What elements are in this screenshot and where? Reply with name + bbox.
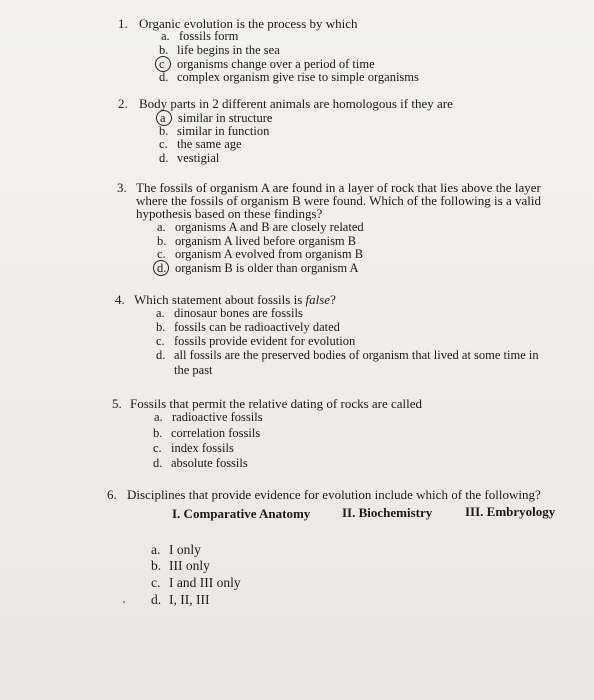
stem-punctuation: ? [330,292,336,307]
option-text: I, II, III [169,592,210,607]
option-letter: c. [157,247,166,261]
question-stem: Organic evolution is the process by which [139,16,358,31]
option-letter-circled: a [160,112,178,125]
option-text: I only [169,542,201,557]
option-letter: b. [157,234,167,248]
option-c [151,576,241,589]
question-number: 4. [115,292,125,307]
option-text: index fossils [171,441,234,455]
option-text: dinosaur bones are fossils [174,306,303,320]
option-letter: c. [156,334,165,348]
option-a [154,411,263,424]
question-stem-line-3: hypothesis based on these findings? [136,206,323,221]
option-d [159,152,219,165]
option-text: life begins in the sea [177,43,280,57]
question-stem [134,293,336,306]
option-d-selected [157,262,359,275]
option-letter: c. [153,441,162,455]
option-letter-circled: c [159,58,177,71]
option-text: similar in structure [178,111,273,125]
option-text: organism A evolved from organism B [175,247,364,261]
option-text: radioactive fossils [172,410,263,424]
option-text: correlation fossils [171,426,261,440]
option-text: fossils can be radioactively dated [174,320,340,334]
question-number: 3. [117,180,127,195]
option-letter: b. [151,558,162,573]
option-c [156,335,355,348]
question-stem: Fossils that permit the relative dating of rocks are called [130,396,423,411]
option-text: fossils provide evident for evolution [174,334,356,348]
option-d [151,593,209,606]
option-b [159,44,280,57]
option-letter: c. [151,575,161,590]
option-d [156,349,539,362]
option-letter: b. [156,320,166,334]
option-text: similar in function [177,124,270,138]
option-text: vestigial [177,151,220,165]
option-letter: a. [161,29,170,43]
option-d [153,457,248,470]
option-letter: c. [159,137,168,151]
question-number: 1. [118,16,128,31]
option-letter: a. [151,542,161,557]
question-stem-line-1: The fossils of organism A are found in a layer of rock that lies above the layer [136,180,541,195]
option-c [153,442,234,455]
option-a [161,30,238,43]
question-number: 6. [107,487,117,502]
question-stem: Body parts in 2 different animals are homologous if they are [139,96,453,111]
option-letter: d. [156,348,166,362]
option-letter: b. [153,426,163,440]
option-text: fossils form [179,29,239,43]
option-letter: d. [153,456,163,470]
roman-item-2: II. Biochemistry [342,505,433,520]
option-text: complex organism give rise to simple organisms [177,70,419,84]
stray-mark [123,601,125,603]
option-text: organism B is older than organism A [175,261,359,275]
option-letter: b. [159,43,169,57]
option-letter-circled: d. [157,262,175,275]
option-d-continuation: the past [174,363,213,377]
option-letter: b. [159,124,169,138]
question-stem-line-2: where the fossils of organism B were found. Which of the following is a valid [136,193,541,208]
option-b [151,559,210,572]
stem-emphasis: false [305,292,331,307]
option-a [151,543,201,556]
question-number: 5. [112,396,122,411]
option-d [159,71,419,84]
option-letter: d. [159,70,169,84]
option-b [153,427,260,440]
question-number: 2. [118,96,128,111]
option-c [157,248,363,261]
option-letter: d. [159,151,169,165]
roman-item-1: I. Comparative Anatomy [172,506,311,521]
question-stem: Disciplines that provide evidence for evolution include which of the following? [127,487,541,502]
stem-text: Which statement about fossils is [134,292,306,307]
option-letter: d. [151,592,162,607]
option-text: the same age [177,137,242,151]
option-text: III only [169,558,210,573]
option-text: all fossils are the preserved bodies of organism that lived at some time in [174,348,539,362]
option-b [156,321,340,334]
option-letter: a. [157,220,166,234]
option-text: I and III only [169,575,241,590]
roman-item-3: III. Embryology [465,504,556,519]
option-text: organisms change over a period of time [177,57,375,71]
option-a [157,221,364,234]
option-letter: a. [156,306,165,320]
option-text: organisms A and B are closely related [175,220,364,234]
option-letter: a. [154,410,163,424]
option-c [159,138,242,151]
option-text: organism A lived before organism B [175,234,357,248]
option-text: absolute fossils [171,456,248,470]
option-a [156,307,303,320]
